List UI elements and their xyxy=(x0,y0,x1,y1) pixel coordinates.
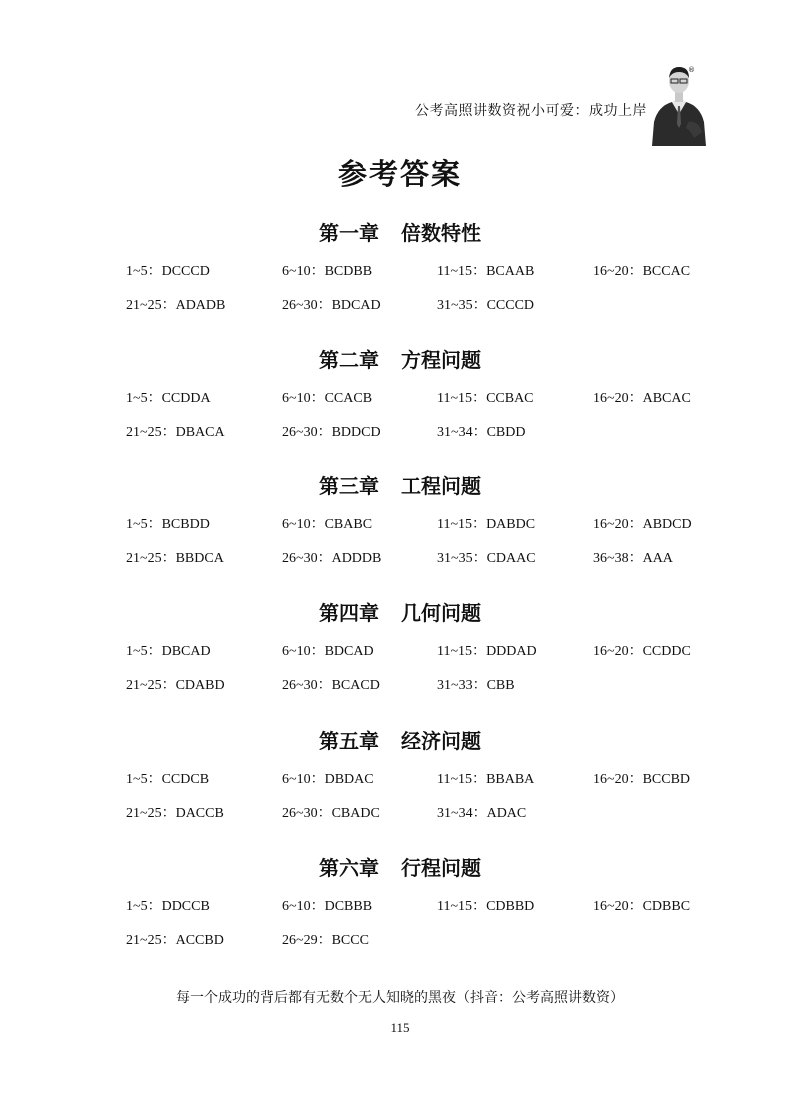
chapter-number: 第三章 xyxy=(319,474,379,498)
answer-rows xyxy=(0,897,800,965)
answer-item: 16~20：BCCAC xyxy=(593,264,691,279)
chapter-name: 行程问题 xyxy=(401,856,481,880)
answer-item: 21~25：DBACA xyxy=(126,425,225,440)
answer-rows xyxy=(0,262,800,330)
chapter-name: 几何问题 xyxy=(401,601,481,625)
answer-item: 26~30：BDCAD xyxy=(282,298,381,313)
answer-item: 26~30：BCACD xyxy=(282,678,380,693)
answer-item: 26~30：BDDCD xyxy=(282,425,381,440)
answer-item: 6~10：CBABC xyxy=(282,517,373,532)
answer-row xyxy=(0,389,800,423)
answer-row xyxy=(0,549,800,583)
answer-item: 16~20：CCDDC xyxy=(593,644,691,659)
answer-rows xyxy=(0,770,800,838)
answer-item: 16~20：ABDCD xyxy=(593,517,692,532)
answer-item: 21~25：ADADB xyxy=(126,298,226,313)
answer-item: 21~25：ACCBD xyxy=(126,933,224,948)
footer-motto: 每一个成功的背后都有无数个无人知晓的黑夜（抖音：公考高照讲数资） xyxy=(176,990,624,1006)
answer-rows xyxy=(0,389,800,457)
answer-row xyxy=(0,931,800,965)
answer-row xyxy=(0,676,800,710)
chapter-number: 第六章 xyxy=(319,856,379,880)
answer-item: 6~10：DCBBB xyxy=(282,899,373,914)
answer-item: 1~5：CCDCB xyxy=(126,772,210,787)
answer-item: 1~5：DBCAD xyxy=(126,644,211,659)
answer-item: 1~5：BCBDD xyxy=(126,517,210,532)
author-portrait-image xyxy=(648,62,710,146)
answer-item: 16~20：CDBBC xyxy=(593,899,691,914)
chapter-number: 第一章 xyxy=(319,221,379,245)
chapter-2-section xyxy=(0,345,800,457)
answer-item: 1~5：DCCCD xyxy=(126,264,210,279)
chapter-title xyxy=(0,218,800,248)
answer-row xyxy=(0,423,800,457)
answer-item: 36~38：AAA xyxy=(593,551,673,566)
chapter-number: 第四章 xyxy=(319,601,379,625)
answer-rows xyxy=(0,642,800,710)
answer-item: 21~25：BBDCA xyxy=(126,551,224,566)
answer-item: 26~30：CBADC xyxy=(282,806,380,821)
answer-item: 16~20：ABCAC xyxy=(593,391,691,406)
chapter-1-section xyxy=(0,218,800,330)
answer-item: 26~30：ADDDB xyxy=(282,551,382,566)
answer-row xyxy=(0,642,800,676)
answer-item: 6~10：BDCAD xyxy=(282,644,374,659)
chapter-number: 第五章 xyxy=(319,729,379,753)
answer-row xyxy=(0,262,800,296)
chapter-title xyxy=(0,598,800,628)
answer-item: 21~25：DACCB xyxy=(126,806,224,821)
answer-item: 6~10：DBDAC xyxy=(282,772,374,787)
answer-item: 31~34：CBDD xyxy=(437,425,526,440)
answer-item: 31~35：CDAAC xyxy=(437,551,536,566)
chapter-title xyxy=(0,853,800,883)
chapter-name: 方程问题 xyxy=(401,348,481,372)
answer-row xyxy=(0,515,800,549)
chapter-name: 经济问题 xyxy=(401,729,481,753)
chapter-name: 工程问题 xyxy=(401,474,481,498)
answer-item: 6~10：CCACB xyxy=(282,391,373,406)
answer-row xyxy=(0,804,800,838)
chapter-title xyxy=(0,726,800,756)
answer-rows xyxy=(0,515,800,583)
page-title: 参考答案 xyxy=(337,157,462,191)
chapter-title xyxy=(0,345,800,375)
answer-item: 1~5：DDCCB xyxy=(126,899,210,914)
answer-item: 11~15：DDDAD xyxy=(437,644,537,659)
chapter-3-section xyxy=(0,471,800,583)
answer-item: 26~29：BCCC xyxy=(282,933,369,948)
answer-item: 16~20：BCCBD xyxy=(593,772,691,787)
chapter-name: 倍数特性 xyxy=(401,221,481,245)
header-slogan: 公考高照讲数资祝小可爱：成功上岸 xyxy=(415,103,647,119)
answer-item: 11~15：CDBBD xyxy=(437,899,535,914)
answer-item: 21~25：CDABD xyxy=(126,678,225,693)
page-number: 115 xyxy=(390,1020,410,1035)
answer-item: 11~15：CCBAC xyxy=(437,391,534,406)
chapter-4-section xyxy=(0,598,800,710)
answer-item: 11~15：DABDC xyxy=(437,517,536,532)
answer-item: 1~5：CCDDA xyxy=(126,391,211,406)
chapter-6-section xyxy=(0,853,800,965)
answer-item: 6~10：BCDBB xyxy=(282,264,373,279)
answer-item: 31~33：CBB xyxy=(437,678,515,693)
answer-item: 31~34：ADAC xyxy=(437,806,527,821)
chapter-number: 第二章 xyxy=(319,348,379,372)
answer-row xyxy=(0,897,800,931)
author-portrait xyxy=(648,62,710,146)
answer-item: 11~15：BBABA xyxy=(437,772,535,787)
answer-item: 11~15：BCAAB xyxy=(437,264,535,279)
answer-row xyxy=(0,296,800,330)
chapter-5-section xyxy=(0,726,800,838)
registered-mark: ® xyxy=(688,66,695,74)
answer-row xyxy=(0,770,800,804)
answer-item: 31~35：CCCCD xyxy=(437,298,535,313)
chapter-title xyxy=(0,471,800,501)
